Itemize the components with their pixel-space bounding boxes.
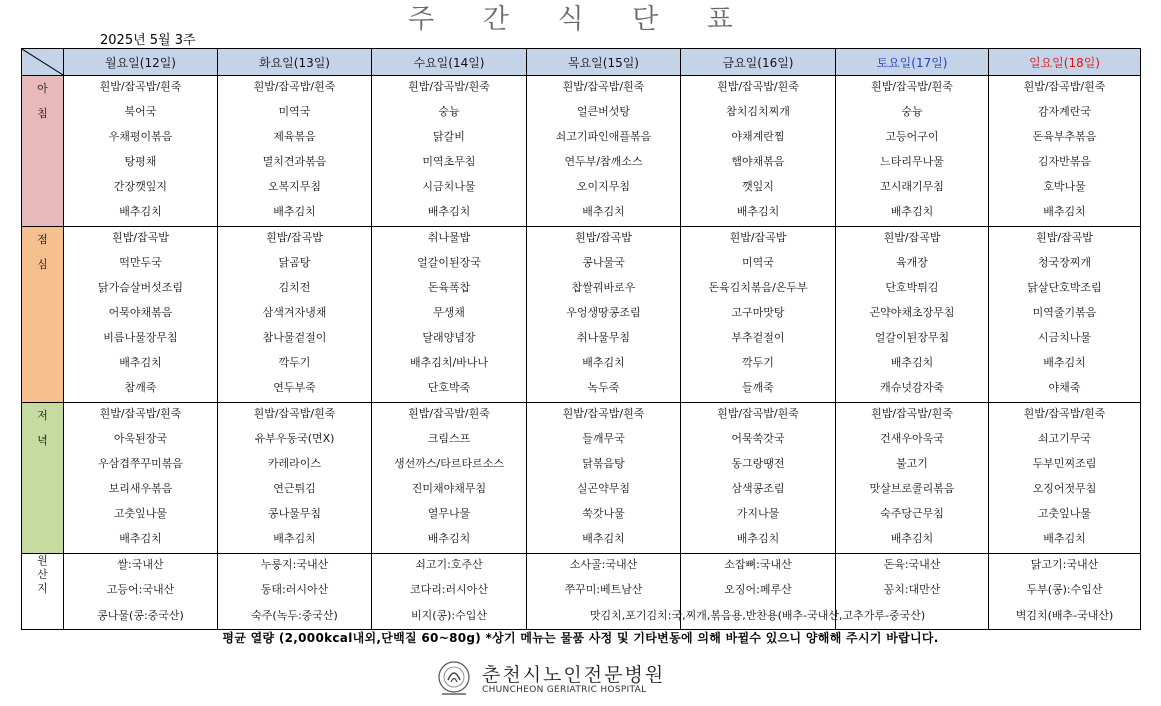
menu-item: 배추김치 (119, 532, 162, 545)
menu-item: 취나물무침 (576, 331, 631, 344)
breakfast-cell-tue (218, 76, 372, 227)
menu-item: 우삼겹쭈꾸미볶음 (97, 457, 183, 470)
day-header-thu: 목요일(15일) (527, 49, 681, 76)
menu-item: 닭살단호박조림 (1027, 281, 1102, 294)
menu-item: 취나물밥 (427, 231, 471, 244)
menu-item: 카레라이스 (267, 457, 322, 470)
menu-item: 유부우동국(면X) (254, 432, 335, 445)
origin-item: 돈육:국내산 (883, 558, 941, 571)
origin-item: 닭고기:국내산 (1030, 558, 1099, 571)
menu-item: 흰밥/잡곡밥 (112, 231, 169, 244)
lunch-cell-thu (527, 227, 681, 403)
menu-item: 배추김치 (736, 532, 780, 545)
menu-item: 흰밥/잡곡밥/흰죽 (253, 80, 336, 93)
menu-item: 감자계란국 (1037, 105, 1092, 118)
menu-item: 들깨무국 (582, 432, 625, 445)
menu-item: 깍두기 (278, 356, 311, 369)
menu-item: 야채죽 (1048, 381, 1081, 394)
menu-item: 흰밥/잡곡밥/흰죽 (871, 80, 953, 93)
menu-item: 고춧잎나물 (1037, 507, 1092, 520)
footer-note: 평균 열량 (2,000kcal내외,단백질 60~80g) *상기 메뉴는 물품 사정 및 기타변동에 의해 바뀔수 있으니 양해해 주시기 바랍니다. (222, 631, 939, 645)
menu-item: 숭늉 (901, 105, 923, 118)
menu-item: 우채평이볶음 (108, 130, 173, 143)
menu-item: 배추김치 (119, 356, 162, 369)
dinner-label-char: 녁 (37, 434, 48, 448)
menu-item: 돈육폭찹 (427, 281, 471, 294)
menu-item: 흰밥/잡곡밥/흰죽 (717, 80, 799, 93)
menu-item: 참나물겉절이 (262, 331, 327, 344)
menu-item: 북어국 (124, 105, 157, 118)
origin-item: 비지(콩):수입산 (410, 608, 488, 622)
menu-item: 떡만두국 (119, 256, 162, 269)
origin-label-char: 지 (37, 581, 48, 595)
breakfast-label-char: 아 (37, 82, 48, 95)
menu-item: 단호박죽 (427, 381, 471, 394)
menu-item: 배추김치 (890, 356, 934, 369)
menu-item: 오복지무침 (267, 180, 322, 193)
menu-item: 미역국 (278, 105, 311, 118)
hospital-logo-icon (434, 660, 474, 698)
menu-item: 쇠고기무국 (1037, 432, 1092, 445)
day-header-sat: 토요일(17일) (836, 49, 989, 76)
menu-item: 보리새우볶음 (108, 482, 173, 495)
day-header-sun: 일요일(18일) (989, 49, 1141, 76)
breakfast-cell-sat (836, 76, 989, 227)
menu-item: 연근튀김 (273, 482, 316, 495)
menu-item: 돈육김치볶음/온두부 (708, 281, 808, 294)
lunch-label-char: 심 (37, 258, 48, 272)
menu-item: 닭곰탕 (278, 256, 311, 269)
menu-item: 흰밥/잡곡밥 (575, 231, 632, 244)
menu-item: 야채계란찜 (731, 130, 785, 143)
menu-item: 열무나물 (427, 507, 471, 520)
breakfast-cell-sun (989, 76, 1141, 227)
menu-item: 가지나물 (736, 507, 780, 520)
breakfast-cell-thu (527, 76, 681, 227)
day-header-wed: 수요일(14일) (372, 49, 527, 76)
menu-item: 비름나물장무침 (103, 331, 178, 344)
origin-label (22, 554, 64, 630)
menu-item: 얼큰버섯탕 (576, 105, 631, 118)
origin-item: 꽁치:대만산 (883, 583, 941, 596)
menu-item: 참깨죽 (124, 381, 157, 394)
menu-item: 미역줄기볶음 (1032, 306, 1097, 319)
menu-item: 닭볶음탕 (582, 457, 625, 470)
menu-item: 시금치나물 (422, 180, 476, 193)
menu-item: 고춧잎나물 (113, 507, 168, 520)
menu-item: 배추김치 (273, 205, 316, 218)
menu-item: 배추김치 (890, 205, 934, 218)
day-header-fri: 금요일(16일) (681, 49, 836, 76)
menu-item: 흰밥/잡곡밥/흰죽 (99, 407, 182, 420)
menu-item: 참치김치찌개 (726, 105, 790, 118)
menu-item: 호박나물 (1043, 180, 1086, 193)
menu-item: 녹두죽 (587, 381, 620, 394)
menu-item: 미역초무침 (422, 155, 476, 168)
menu-item: 배추김치 (273, 532, 316, 545)
origin-item: 벽김치(배추-국내산) (1015, 608, 1114, 622)
header-corner (22, 49, 64, 76)
menu-item: 단호박튀김 (885, 281, 939, 294)
dinner-cell-sun (989, 403, 1141, 554)
menu-item: 배추김치 (427, 205, 471, 218)
menu-item: 김자반볶음 (1037, 155, 1092, 168)
menu-item: 생선까스/타르타르소스 (394, 457, 504, 470)
lunch-label-char: 점 (37, 233, 48, 246)
menu-item: 흰밥/잡곡밥/흰죽 (99, 80, 182, 93)
day-header-mon: 월요일(12일) (64, 49, 218, 76)
menu-item: 쑥갓나물 (582, 507, 625, 520)
dinner-cell-mon (64, 403, 218, 554)
menu-item: 오이지무침 (576, 180, 631, 193)
origin-item: 두부(콩):수입산 (1026, 583, 1103, 596)
menu-item: 흰밥/잡곡밥/흰죽 (871, 407, 953, 420)
menu-item: 건새우아욱국 (880, 432, 944, 445)
menu-item: 숙주당근무침 (880, 507, 944, 520)
origin-item: 코다리:러시아산 (409, 583, 489, 596)
menu-item: 깻잎지 (742, 180, 774, 193)
dinner-label (22, 403, 64, 554)
menu-item: 크림스프 (427, 432, 471, 445)
menu-item: 배추김치 (890, 532, 934, 545)
menu-item: 햄야채볶음 (731, 155, 785, 168)
menu-item: 배추김치 (736, 205, 780, 218)
menu-item: 삼색겨자냉채 (262, 306, 327, 319)
diagonal-line-icon (22, 49, 63, 75)
lunch-row (22, 227, 1141, 403)
menu-item: 쇠고기파인애플볶음 (555, 130, 652, 143)
menu-item: 꼬시래기무침 (880, 180, 944, 193)
menu-item: 느타리무나물 (880, 155, 944, 168)
menu-item: 흰밥/잡곡밥/흰죽 (253, 407, 336, 420)
menu-item: 어묵쑥갓국 (731, 432, 785, 445)
menu-item: 흰밥/잡곡밥/흰죽 (408, 407, 490, 420)
origin-item: 소사골:국내산 (569, 558, 638, 571)
menu-item: 진미채야채무침 (411, 482, 487, 495)
menu-item: 들깨죽 (742, 381, 774, 394)
origin-label-char: 산 (37, 567, 48, 581)
menu-item: 배추김치 (427, 532, 471, 545)
menu-item: 흰밥/잡곡밥/흰죽 (717, 407, 799, 420)
hospital-name-ko: 춘천시노인전문병원 (482, 664, 666, 686)
breakfast-cell-mon (64, 76, 218, 227)
lunch-cell-sun (989, 227, 1141, 403)
menu-item: 동그랑땡전 (731, 457, 785, 470)
dinner-label-char: 저 (37, 409, 48, 422)
hospital-name-en: CHUNCHEON GERIATRIC HOSPITAL (482, 685, 647, 695)
breakfast-row (22, 76, 1141, 227)
menu-item: 연두부/참깨소스 (564, 155, 643, 168)
menu-item: 무생채 (433, 306, 465, 319)
menu-item: 김치전 (278, 281, 311, 294)
breakfast-cell-wed (372, 76, 527, 227)
dinner-cell-wed (372, 403, 527, 554)
menu-item: 실곤약무침 (576, 482, 631, 495)
breakfast-label (22, 76, 64, 227)
menu-item: 돈육부추볶음 (1032, 130, 1097, 143)
menu-item: 닭가슴살버섯조림 (97, 281, 183, 294)
origin-item: 쭈꾸미:베트남산 (564, 583, 643, 596)
menu-item: 부추겉절이 (731, 331, 785, 344)
dinner-row (22, 403, 1141, 554)
menu-item: 고등어구이 (885, 130, 939, 143)
menu-item: 배추김치 (582, 205, 625, 218)
menu-item: 시금치나물 (1037, 331, 1092, 344)
menu-item: 육개장 (896, 256, 928, 269)
menu-item: 얼갈이된장무침 (874, 331, 950, 344)
lunch-label (22, 227, 64, 403)
menu-item: 얼갈이된장국 (417, 256, 481, 269)
lunch-cell-mon (64, 227, 218, 403)
menu-item: 흰밥/잡곡밥 (266, 231, 323, 244)
menu-item: 흰밥/잡곡밥 (729, 231, 787, 244)
week-label: 2025년 5월 3주 (100, 33, 196, 48)
lunch-cell-wed (372, 227, 527, 403)
origin-item: 콩나물(콩:중국산) (97, 608, 184, 622)
weekly-menu-table (21, 48, 1141, 630)
menu-item: 삼색콩조림 (731, 482, 785, 495)
menu-item: 흰밥/잡곡밥 (883, 231, 941, 244)
dinner-cell-thu (527, 403, 681, 554)
menu-item: 흰밥/잡곡밥 (1036, 231, 1093, 244)
menu-item: 배추김치 (1043, 356, 1086, 369)
menu-item: 배추김치 (582, 356, 625, 369)
menu-item: 제육볶음 (273, 130, 316, 143)
menu-item: 오징어젓무침 (1032, 482, 1097, 495)
menu-item: 배추김치 (582, 532, 625, 545)
breakfast-label-char: 침 (37, 107, 48, 121)
origin-item: 쇠고기:호주산 (415, 558, 483, 571)
menu-item: 찹쌀꿔바로우 (571, 281, 636, 294)
lunch-cell-fri (681, 227, 836, 403)
origin-item: 숙주(녹두:중국산) (251, 608, 338, 622)
menu-item: 흰밥/잡곡밥/흰죽 (408, 80, 490, 93)
menu-item: 탕평채 (124, 155, 157, 168)
menu-item: 두부민찌조림 (1032, 457, 1097, 470)
origin-item: 쌀:국내산 (117, 558, 164, 571)
origin-item: 동태:러시아산 (260, 583, 329, 596)
origin-item: 소잡뼈:국내산 (724, 558, 792, 571)
menu-item: 숭늉 (438, 105, 460, 118)
menu-item: 흰밥/잡곡밥/흰죽 (562, 80, 645, 93)
day-header-tue: 화요일(13일) (218, 49, 372, 76)
menu-item: 아욱된장국 (113, 432, 168, 445)
menu-item: 우엉생땅콩조림 (566, 306, 641, 319)
origin-item: 누룽지:국내산 (260, 558, 329, 571)
menu-item: 불고기 (896, 457, 928, 470)
lunch-cell-tue (218, 227, 372, 403)
day-header-row (22, 49, 1141, 76)
menu-item: 흰밥/잡곡밥/흰죽 (1023, 80, 1106, 93)
menu-item: 흰밥/잡곡밥/흰죽 (562, 407, 645, 420)
menu-item: 콩나물국 (582, 256, 625, 269)
menu-item: 흰밥/잡곡밥/흰죽 (1023, 407, 1106, 420)
origin-item: 고등어:국내산 (106, 583, 175, 596)
menu-item: 간장깻잎지 (113, 180, 168, 193)
menu-item: 곤약야채초장무침 (869, 306, 955, 319)
menu-item: 달래양념장 (422, 331, 476, 344)
menu-item: 멸치견과볶음 (262, 155, 327, 168)
menu-item: 콩나물무침 (267, 507, 322, 520)
menu-item: 깍두기 (742, 356, 774, 369)
menu-item: 고구마맛탕 (731, 306, 785, 319)
menu-item: 미역국 (742, 256, 774, 269)
page-title: 주 간 식 단 표 (408, 4, 753, 35)
dinner-cell-fri (681, 403, 836, 554)
origin-item: 맛김치,포기김치:국,찌개,볶음용,반찬용(배추-국내산,고추가루-중국산) (589, 608, 926, 622)
menu-item: 맛살브로콜리볶음 (869, 482, 955, 495)
dinner-cell-tue (218, 403, 372, 554)
menu-item: 청국장찌개 (1037, 256, 1092, 269)
lunch-cell-sat (836, 227, 989, 403)
breakfast-cell-fri (681, 76, 836, 227)
menu-item: 연두부죽 (273, 381, 316, 394)
menu-item: 배추김치 (1043, 532, 1086, 545)
dinner-cell-sat (836, 403, 989, 554)
menu-item: 배추김치/바나나 (409, 356, 489, 369)
origin-item: 오징어:페루산 (724, 583, 792, 596)
menu-item: 배추김치 (1043, 205, 1086, 218)
menu-item: 캐슈넛감자죽 (880, 381, 944, 394)
menu-item: 닭갈비 (433, 130, 465, 143)
menu-item: 배추김치 (119, 205, 162, 218)
origin-label-char: 원 (37, 554, 48, 567)
menu-item: 어묵야채볶음 (108, 306, 173, 319)
